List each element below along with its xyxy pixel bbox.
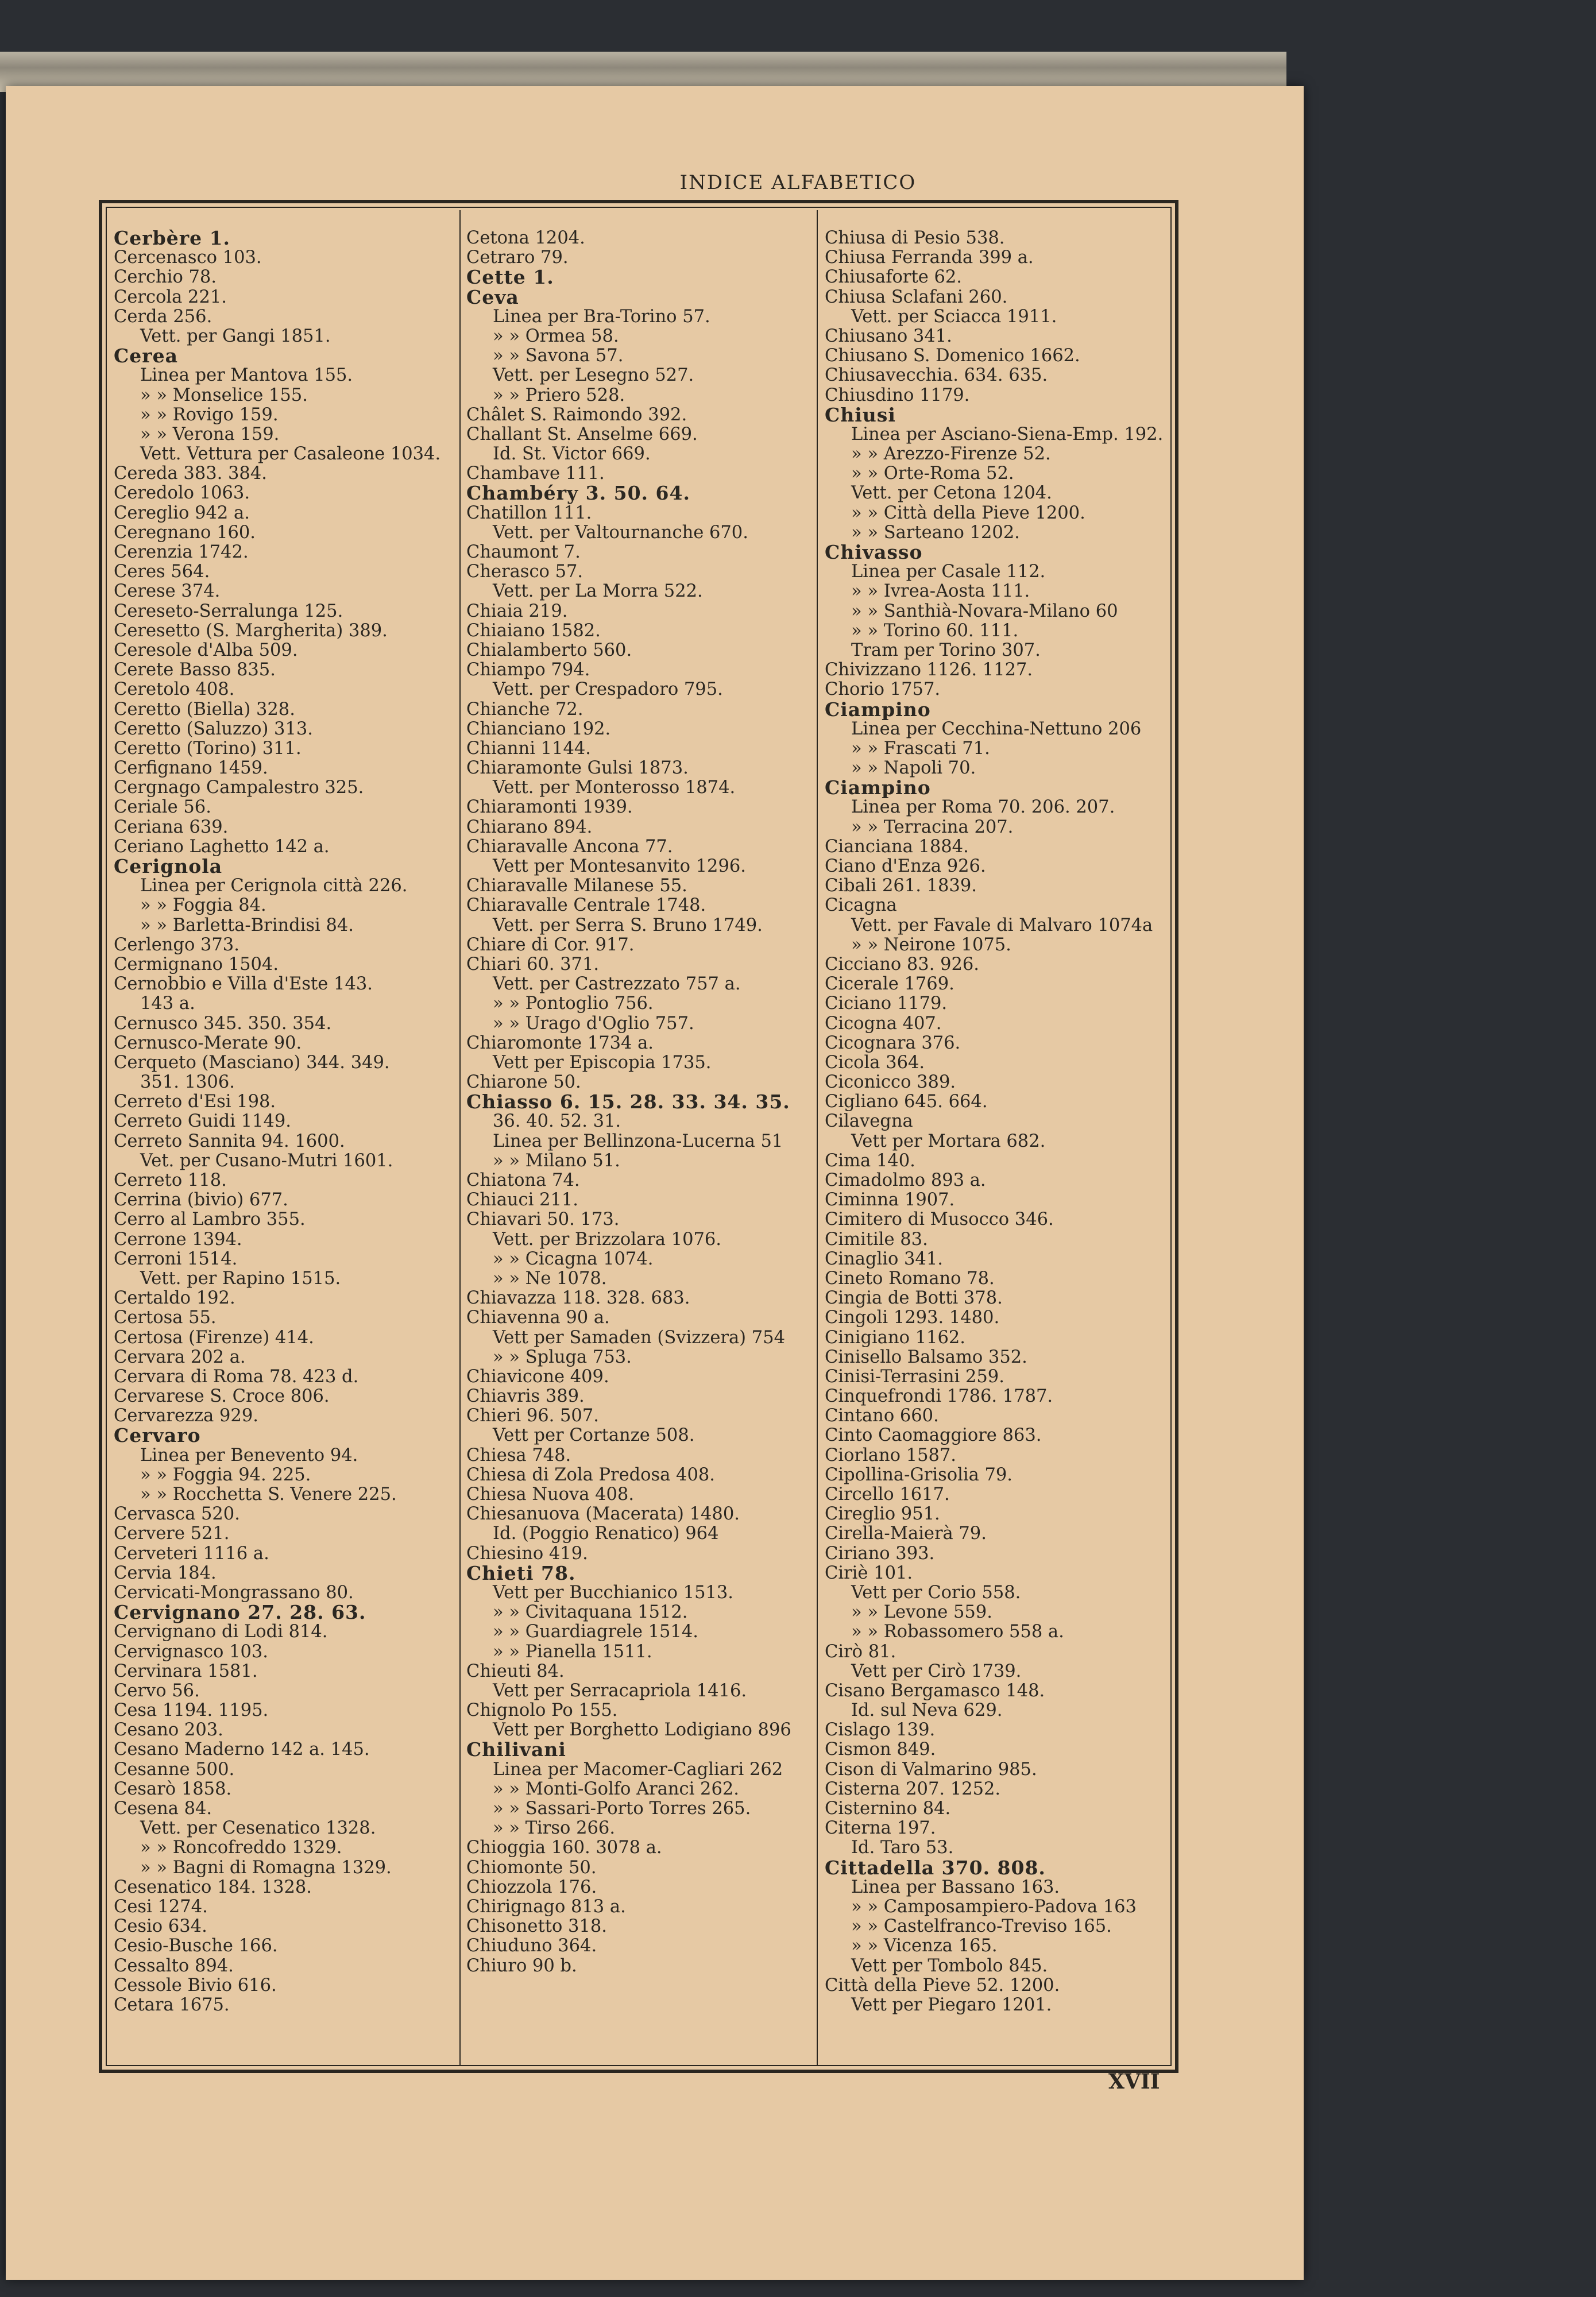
index-entry: Id. (Poggio Renatico) 964 — [493, 1523, 719, 1544]
index-entry: Chiaravalle Centrale 1748. — [466, 895, 706, 916]
index-entry: Chaumont 7. — [466, 542, 581, 562]
index-entry: Cernusco-Merate 90. — [114, 1033, 302, 1053]
index-entry: Châlet S. Raimondo 392. — [466, 404, 687, 425]
index-entry: » » Sassari-Porto Torres 265. — [493, 1799, 751, 1819]
index-entry: Cesano Maderno 142 a. 145. — [114, 1739, 370, 1760]
index-entry: Certosa 55. — [114, 1308, 217, 1328]
index-entry: Cingia de Botti 378. — [825, 1288, 1003, 1309]
index-entry: » » Ivrea-Aosta 111. — [851, 581, 1030, 602]
index-entry: Chiozzola 176. — [466, 1877, 597, 1897]
index-entry: » » Foggia 84. — [140, 895, 266, 916]
index-entry: Chiesanuova (Macerata) 1480. — [466, 1504, 740, 1525]
index-entry: Cisternino 84. — [825, 1799, 951, 1819]
index-entry: Chiare di Cor. 917. — [466, 934, 635, 955]
index-entry: Cipollina-Grisolia 79. — [825, 1464, 1013, 1485]
index-entry: Cercenasco 103. — [114, 248, 262, 268]
index-entry: Certaldo 192. — [114, 1288, 235, 1309]
index-entry: Cibali 261. 1839. — [825, 876, 977, 896]
index-entry: Chirignago 813 a. — [466, 1896, 626, 1917]
index-entry: Cinaglio 341. — [825, 1248, 943, 1269]
index-entry: Chiusano 341. — [825, 326, 952, 346]
index-entry: Chiaravalle Milanese 55. — [466, 876, 687, 896]
index-entry: Chiavris 389. — [466, 1386, 585, 1407]
index-entry: Cessole Bivio 616. — [114, 1975, 277, 1996]
index-entry: Cicogna 407. — [825, 1013, 942, 1034]
index-entry: Linea per Casale 112. — [851, 562, 1046, 582]
index-entry: Cerda 256. — [114, 306, 212, 327]
index-entry: Cerete Basso 835. — [114, 660, 276, 680]
index-entry: Linea per Roma 70. 206. 207. — [851, 797, 1115, 818]
index-entry: Cernusco 345. 350. 354. — [114, 1013, 332, 1034]
index-entry: Ciminna 1907. — [825, 1190, 955, 1211]
index-entry: Linea per Cerignola città 226. — [140, 876, 408, 896]
index-entry: Vett. per La Morra 522. — [493, 581, 703, 602]
index-entry: Chiavari 50. 173. — [466, 1209, 620, 1230]
index-entry: » » Vicenza 165. — [851, 1936, 998, 1956]
index-entry: Id. St. Victor 669. — [493, 444, 651, 465]
index-entry: » » Guardiagrele 1514. — [493, 1622, 698, 1642]
index-column-2 — [466, 229, 811, 2066]
index-entry: Vett. per Castrezzato 757 a. — [493, 974, 741, 995]
index-entry: » » Camposampiero-Padova 163 — [851, 1896, 1137, 1917]
index-entry: Linea per Macomer-Cagliari 262 — [493, 1759, 783, 1780]
index-entry: Città della Pieve 52. 1200. — [825, 1975, 1060, 1996]
index-entry: Chiarone 50. — [466, 1072, 581, 1093]
index-heading: Chilivani — [466, 1738, 566, 1761]
index-entry: Chiesa Nuova 408. — [466, 1484, 635, 1505]
index-entry: » » Pontoglio 756. — [493, 993, 654, 1014]
index-entry: Chivizzano 1126. 1127. — [825, 660, 1033, 680]
index-entry: Cimitero di Musocco 346. — [825, 1209, 1054, 1230]
index-entry: Chieri 96. 507. — [466, 1406, 599, 1426]
index-entry: » » Spluga 753. — [493, 1347, 632, 1367]
index-entry: Cervere 521. — [114, 1523, 230, 1544]
index-entry: Cinisi-Terrasini 259. — [825, 1366, 1004, 1387]
index-entry: Cineto Romano 78. — [825, 1268, 995, 1289]
index-entry: Cesio 634. — [114, 1916, 207, 1937]
index-entry: Cinquefrondi 1786. 1787. — [825, 1386, 1053, 1407]
index-heading: Ceva — [466, 285, 519, 308]
index-entry: Cicola 364. — [825, 1052, 925, 1073]
index-entry: » » Pianella 1511. — [493, 1641, 652, 1662]
index-entry: Vett. per Sciacca 1911. — [851, 306, 1057, 327]
index-entry: Vett per Borghetto Lodigiano 896 — [493, 1720, 791, 1741]
index-heading: Chiusi — [825, 403, 896, 426]
index-entry: Vett per Montesanvito 1296. — [493, 856, 746, 876]
index-entry: Chiusdino 1179. — [825, 385, 970, 405]
index-entry: Vett. per Valtournanche 670. — [493, 522, 748, 543]
index-entry: Cervignano di Lodi 814. — [114, 1622, 328, 1642]
index-entry: Chorio 1757. — [825, 679, 941, 700]
index-entry: Vett. per Crespadoro 795. — [493, 679, 723, 700]
index-entry: Chiaramonti 1939. — [466, 797, 633, 818]
index-entry: Cervinara 1581. — [114, 1661, 258, 1681]
index-entry: Chiari 60. 371. — [466, 954, 600, 975]
index-entry: Cirella-Maierà 79. — [825, 1523, 987, 1544]
index-entry: Cingoli 1293. 1480. — [825, 1308, 1000, 1328]
index-entry: Ciano d'Enza 926. — [825, 856, 986, 876]
index-entry: Vett per Samaden (Svizzera) 754 — [493, 1327, 785, 1348]
index-entry: Cicagna — [825, 895, 897, 916]
index-entry: Ceriana 639. — [114, 817, 229, 837]
index-entry: Id. sul Neva 629. — [851, 1700, 1003, 1721]
index-entry: » » Rovigo 159. — [140, 404, 279, 425]
index-entry: Cervara di Roma 78. 423 d. — [114, 1366, 359, 1387]
index-entry: Ceretto (Torino) 311. — [114, 738, 302, 759]
index-entry: Chiesa di Zola Predosa 408. — [466, 1464, 715, 1485]
index-entry: Ceretto (Biella) 328. — [114, 699, 295, 720]
index-entry: Citerna 197. — [825, 1818, 936, 1839]
index-entry: Vett per Corio 558. — [851, 1582, 1021, 1603]
index-heading: Cervaro — [114, 1424, 201, 1447]
index-entry: » » Torino 60. 111. — [851, 620, 1019, 641]
index-entry: Ciorlano 1587. — [825, 1445, 956, 1465]
index-entry: Cesanne 500. — [114, 1759, 235, 1780]
index-entry: Chiusavecchia. 634. 635. — [825, 365, 1048, 386]
index-column-3 — [825, 229, 1169, 2066]
index-entry: Chiusa di Pesio 538. — [825, 229, 1005, 248]
index-entry: » » Civitaquana 1512. — [493, 1602, 688, 1623]
index-entry: Ciciano 1179. — [825, 993, 948, 1014]
index-entry: » » Napoli 70. — [851, 758, 976, 779]
index-entry: Chatillon 111. — [466, 502, 592, 523]
index-entry: Cima 140. — [825, 1150, 915, 1171]
index-entry: » » Città della Pieve 1200. — [851, 502, 1085, 523]
index-entry: Vett. per Brizzolara 1076. — [493, 1229, 721, 1250]
index-entry: 36. 40. 52. 31. — [493, 1111, 621, 1132]
index-heading: Ciampino — [825, 698, 931, 721]
index-entry: Linea per Benevento 94. — [140, 1445, 358, 1465]
index-entry: » » Roncofreddo 1329. — [140, 1838, 342, 1858]
index-entry: Cesenatico 184. 1328. — [114, 1877, 312, 1897]
index-entry: Chiarano 894. — [466, 817, 593, 837]
index-entry: Linea per Asciano-Siena-Emp. 192. — [851, 424, 1164, 444]
index-entry: Ceriale 56. — [114, 797, 211, 818]
index-entry: Ceresole d'Alba 509. — [114, 640, 298, 660]
index-entry: Chiaiano 1582. — [466, 620, 601, 641]
index-entry: Cetona 1204. — [466, 229, 585, 248]
index-entry: Ciriano 393. — [825, 1543, 935, 1564]
index-entry: Chiaromonte 1734 a. — [466, 1033, 654, 1053]
index-entry: Cianciana 1884. — [825, 836, 969, 857]
index-entry: Cergnago Campalestro 325. — [114, 778, 364, 798]
index-entry: Cimitile 83. — [825, 1229, 928, 1250]
index-entry: Cessalto 894. — [114, 1955, 234, 1976]
index-entry: Chiomonte 50. — [466, 1857, 597, 1878]
index-entry: Cilavegna — [825, 1111, 913, 1132]
index-entry: Ceresetto (S. Margherita) 389. — [114, 620, 388, 641]
index-entry: Chiampo 794. — [466, 660, 590, 680]
index-heading: Ciampino — [825, 776, 931, 799]
index-entry: Chiusano S. Domenico 1662. — [825, 346, 1080, 366]
index-entry: » » Monselice 155. — [140, 385, 308, 405]
index-entry: Linea per Cecchina-Nettuno 206 — [851, 718, 1142, 739]
index-entry: Chianni 1144. — [466, 738, 591, 759]
index-entry: Chiuduno 364. — [466, 1936, 597, 1956]
index-entry: Chiaia 219. — [466, 601, 568, 621]
index-entry: Linea per Bellinzona-Lucerna 51 — [493, 1131, 783, 1151]
index-entry: Cismon 849. — [825, 1739, 936, 1760]
index-heading: Chambéry 3. 50. 64. — [466, 482, 690, 505]
index-entry: Chiusa Ferranda 399 a. — [825, 248, 1034, 268]
index-entry: Cereseto-Serralunga 125. — [114, 601, 343, 621]
index-entry: Cicerale 1769. — [825, 974, 954, 995]
index-entry: » » Savona 57. — [493, 346, 624, 366]
index-entry: Cetara 1675. — [114, 1994, 230, 2015]
index-entry: Vett per Episcopia 1735. — [493, 1052, 712, 1073]
index-entry: Cervasca 520. — [114, 1504, 240, 1525]
index-entry: Vet. per Cusano-Mutri 1601. — [140, 1150, 393, 1171]
index-entry: Cervarezza 929. — [114, 1406, 258, 1426]
index-entry: » » Verona 159. — [140, 424, 280, 444]
index-entry: Vett per Piegaro 1201. — [851, 1994, 1052, 2015]
index-entry: Chiusaforte 62. — [825, 267, 962, 288]
column-divider — [459, 210, 461, 2065]
index-entry: » » Urago d'Oglio 757. — [493, 1013, 694, 1034]
index-entry: Cerlengo 373. — [114, 934, 239, 955]
index-entry: » » Ne 1078. — [493, 1268, 607, 1289]
index-heading: Cerignola — [114, 855, 223, 877]
index-heading: Cittadella 370. 808. — [825, 1856, 1046, 1879]
index-entry: Linea per Bra-Torino 57. — [493, 306, 710, 327]
index-entry: 351. 1306. — [140, 1072, 235, 1093]
index-entry: Ceretolo 408. — [114, 679, 235, 700]
index-entry: Cisano Bergamasco 148. — [825, 1680, 1045, 1701]
index-entry: Cerrone 1394. — [114, 1229, 242, 1250]
index-heading: Cette 1. — [466, 266, 554, 289]
index-entry: » » Ormea 58. — [493, 326, 619, 346]
index-entry: Chiesa 748. — [466, 1445, 571, 1465]
index-entry: Cesano 203. — [114, 1720, 223, 1741]
index-heading: Cervignano 27. 28. 63. — [114, 1601, 366, 1624]
index-entry: Vett. per Monterosso 1874. — [493, 778, 736, 798]
index-entry: Vett. Vettura per Casaleone 1034. — [140, 444, 441, 465]
index-entry: Cervara 202 a. — [114, 1347, 246, 1367]
index-entry: Cicognara 376. — [825, 1033, 961, 1053]
index-entry: Chialamberto 560. — [466, 640, 632, 660]
index-entry: Vett per Cirò 1739. — [851, 1661, 1022, 1681]
index-entry: » » Levone 559. — [851, 1602, 992, 1623]
index-entry: Cinigiano 1162. — [825, 1327, 965, 1348]
index-entry: Chiaravalle Ancona 77. — [466, 836, 673, 857]
index-heading: Chiasso 6. 15. 28. 33. 34. 35. — [466, 1091, 790, 1113]
index-entry: Vett per Tombolo 845. — [851, 1955, 1048, 1976]
index-entry: Chiatona 74. — [466, 1170, 580, 1190]
index-entry: Chioggia 160. 3078 a. — [466, 1838, 662, 1858]
index-entry: Vett per Cortanze 508. — [493, 1425, 695, 1446]
index-entry: Chisonetto 318. — [466, 1916, 607, 1937]
index-entry: Vett per Mortara 682. — [851, 1131, 1046, 1151]
index-entry: Cislago 139. — [825, 1720, 936, 1741]
page-header: INDICE ALFABETICO — [679, 171, 917, 194]
index-entry: Cigliano 645. 664. — [825, 1092, 988, 1112]
index-entry: Cetraro 79. — [466, 248, 569, 268]
index-entry: Challant St. Anselme 669. — [466, 424, 698, 444]
index-entry: Ceriano Laghetto 142 a. — [114, 836, 330, 857]
index-entry: Certosa (Firenze) 414. — [114, 1327, 314, 1348]
index-entry: Ciriè 101. — [825, 1563, 913, 1583]
index-entry: Chiuro 90 b. — [466, 1955, 577, 1976]
index-entry: Cervarese S. Croce 806. — [114, 1386, 330, 1407]
index-entry: Vett. per Lesegno 527. — [493, 365, 694, 386]
index-entry: Cerese 374. — [114, 581, 221, 602]
index-entry: Cernobbio e Villa d'Este 143. — [114, 974, 373, 995]
index-entry: Chiavenna 90 a. — [466, 1308, 610, 1328]
index-entry: Cerqueto (Masciano) 344. 349. — [114, 1052, 390, 1073]
index-entry: Chiesino 419. — [466, 1543, 588, 1564]
index-entry: Ceregnano 160. — [114, 522, 256, 543]
index-entry: Cerchio 78. — [114, 267, 217, 288]
column-divider — [817, 210, 818, 2065]
index-column-1 — [114, 229, 458, 2066]
page-number: XVII — [1108, 2070, 1160, 2094]
index-entry: Cinto Caomaggiore 863. — [825, 1425, 1042, 1446]
index-entry: Cerro al Lambro 355. — [114, 1209, 306, 1230]
index-entry: Cisterna 207. 1252. — [825, 1778, 1001, 1799]
index-entry: Ciconicco 389. — [825, 1072, 956, 1093]
index-entry: Cirò 81. — [825, 1641, 896, 1662]
index-entry: » » Tirso 266. — [493, 1818, 616, 1839]
index-entry: Cerveteri 1116 a. — [114, 1543, 269, 1564]
index-entry: Vett. per Favale di Malvaro 1074a — [851, 915, 1153, 935]
index-entry: Linea per Bassano 163. — [851, 1877, 1060, 1897]
index-entry: Chianciano 192. — [466, 718, 611, 739]
index-entry: » » Frascati 71. — [851, 738, 990, 759]
index-entry: » » Santhià-Novara-Milano 60 — [851, 601, 1118, 621]
index-entry: Cesena 84. — [114, 1799, 212, 1819]
index-entry: Ceres 564. — [114, 562, 210, 582]
index-entry: Cerreto Guidi 1149. — [114, 1111, 291, 1132]
index-entry: Cherasco 57. — [466, 562, 583, 582]
index-heading: Chivasso — [825, 541, 923, 563]
index-entry: Tram per Torino 307. — [851, 640, 1041, 660]
index-entry: 143 a. — [140, 993, 195, 1014]
index-entry: Vett. per Gangi 1851. — [140, 326, 331, 346]
index-entry: Ceredolo 1063. — [114, 483, 250, 504]
index-entry: Cinisello Balsamo 352. — [825, 1347, 1027, 1367]
index-entry: Cesi 1274. — [114, 1896, 208, 1917]
index-entry: Cervo 56. — [114, 1680, 200, 1701]
index-heading: Cerbère 1. — [114, 229, 231, 249]
index-entry: Chignolo Po 155. — [466, 1700, 618, 1721]
index-entry: Vett per Serracapriola 1416. — [493, 1680, 747, 1701]
index-entry: Vett. per Serra S. Bruno 1749. — [493, 915, 763, 935]
index-entry: Id. Taro 53. — [851, 1838, 954, 1858]
index-entry: Vett. per Cesenatico 1328. — [140, 1818, 376, 1839]
index-entry: » » Cicagna 1074. — [493, 1248, 654, 1269]
index-entry: » » Rocchetta S. Venere 225. — [140, 1484, 397, 1505]
index-entry: Cesarò 1858. — [114, 1778, 232, 1799]
index-entry: Linea per Mantova 155. — [140, 365, 353, 386]
index-entry: Chiavazza 118. 328. 683. — [466, 1288, 690, 1309]
index-entry: Vett per Bucchianico 1513. — [493, 1582, 733, 1603]
index-entry: Cervicati-Mongrassano 80. — [114, 1582, 354, 1603]
index-entry: Circello 1617. — [825, 1484, 950, 1505]
index-entry: Cervignasco 103. — [114, 1641, 269, 1662]
index-entry: Vett. per Rapino 1515. — [140, 1268, 341, 1289]
index-entry: Cereglio 942 a. — [114, 502, 250, 523]
index-entry: Vett. per Cetona 1204. — [851, 483, 1052, 504]
index-entry: » » Bagni di Romagna 1329. — [140, 1857, 392, 1878]
index-entry: Chiavicone 409. — [466, 1366, 609, 1387]
index-entry: Cerfignano 1459. — [114, 758, 268, 779]
index-heading: Cerea — [114, 345, 179, 368]
index-entry: Ceretto (Saluzzo) 313. — [114, 718, 313, 739]
index-entry: Cercola 221. — [114, 287, 227, 307]
index-entry: Cervia 184. — [114, 1563, 217, 1583]
index-entry: » » Barletta-Brindisi 84. — [140, 915, 354, 935]
index-entry: Cicciano 83. 926. — [825, 954, 980, 975]
index-entry: » » Castelfranco-Treviso 165. — [851, 1916, 1112, 1937]
index-entry: Chieuti 84. — [466, 1661, 565, 1681]
index-entry: Chambave 111. — [466, 463, 605, 484]
index-entry: » » Milano 51. — [493, 1150, 620, 1171]
index-entry: Cireglio 951. — [825, 1504, 940, 1525]
index-entry: Cesio-Busche 166. — [114, 1936, 278, 1956]
index-entry: Cesa 1194. 1195. — [114, 1700, 269, 1721]
index-entry: Chiusa Sclafani 260. — [825, 287, 1008, 307]
index-entry: Cereda 383. 384. — [114, 463, 267, 484]
index-entry: » » Monti-Golfo Aranci 262. — [493, 1778, 739, 1799]
index-entry: » » Terracina 207. — [851, 817, 1014, 837]
index-entry: » » Arezzo-Firenze 52. — [851, 444, 1051, 465]
index-heading: Chieti 78. — [466, 1561, 576, 1584]
index-entry: Cimadolmo 893 a. — [825, 1170, 986, 1190]
index-entry: » » Robassomero 558 a. — [851, 1622, 1064, 1642]
index-entry: Chianche 72. — [466, 699, 583, 720]
index-entry: » » Orte-Roma 52. — [851, 463, 1014, 484]
index-entry: » » Neirone 1075. — [851, 934, 1011, 955]
index-entry: Cermignano 1504. — [114, 954, 279, 975]
index-entry: Cerreto Sannita 94. 1600. — [114, 1131, 345, 1151]
index-entry: Chiaramonte Gulsi 1873. — [466, 758, 689, 779]
index-entry: Cerroni 1514. — [114, 1248, 238, 1269]
index-entry: Cison di Valmarino 985. — [825, 1759, 1037, 1780]
index-entry: » » Foggia 94. 225. — [140, 1464, 311, 1485]
index-entry: Cerenzia 1742. — [114, 542, 249, 562]
index-entry: Cerreto 118. — [114, 1170, 227, 1190]
index-entry: Chiauci 211. — [466, 1190, 579, 1211]
index-entry: Cerreto d'Esi 198. — [114, 1092, 276, 1112]
index-entry: Cintano 660. — [825, 1406, 939, 1426]
index-entry: Cerrina (bivio) 677. — [114, 1190, 288, 1211]
index-entry: » » Priero 528. — [493, 385, 625, 405]
index-entry: » » Sarteano 1202. — [851, 522, 1020, 543]
